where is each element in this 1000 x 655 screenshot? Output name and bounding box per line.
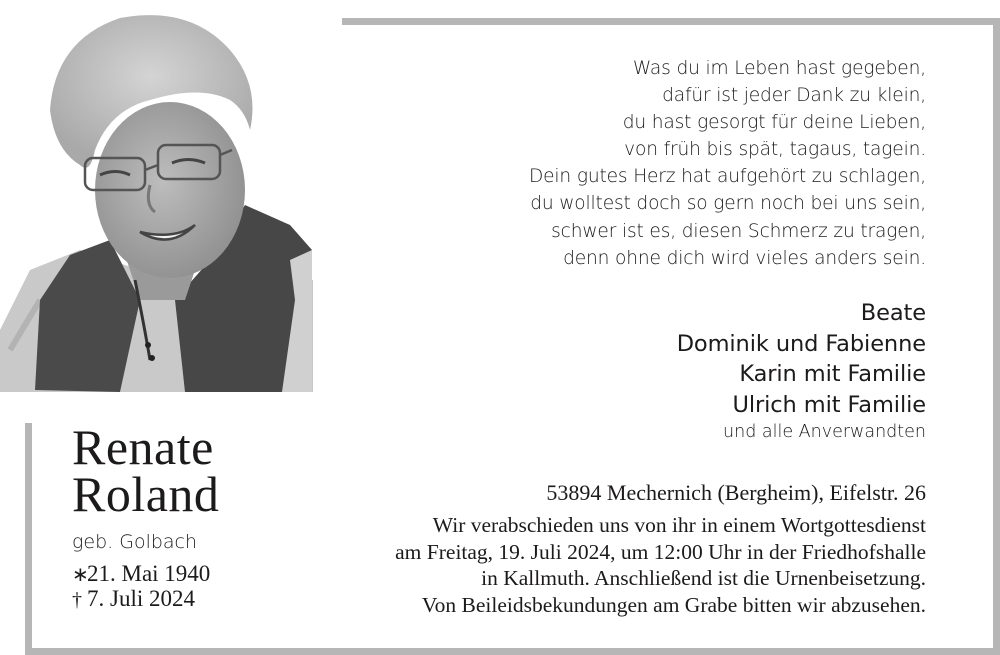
poem-line: Dein gutes Herz hat aufgehört zu schlagen, [528, 166, 926, 188]
frame-top-border [342, 18, 1000, 25]
life-dates [72, 562, 322, 612]
maiden-name: geb. Golbach [72, 531, 198, 553]
mourners-closing: und alle Anverwandten [723, 422, 926, 442]
poem-line: du wolltest doch so gern noch bei uns sein, [530, 193, 926, 215]
frame-bottom-border [25, 648, 1000, 655]
mourners [677, 298, 926, 444]
details-line: am Freitag, 19. Juli 2024, um 12:00 Uhr in der Friedhofshalle [395, 539, 926, 564]
poem-line: Was du im Leben hast gegeben, [632, 58, 926, 79]
mourner-name: Dominik und Fabienne [676, 330, 926, 357]
mourner-name: Ulrich mit Familie [732, 391, 926, 418]
poem-line: von früh bis spät, tagaus, tagein. [624, 139, 926, 161]
portrait-photo [0, 0, 313, 392]
address: 53894 Mechernich (Bergheim), Eifelstr. 26 [546, 480, 926, 505]
frame-left-border [25, 423, 32, 655]
birth-star-icon: ∗ [72, 564, 89, 586]
poem [529, 55, 926, 272]
details-line: Wir verabschieden uns von ihr in einem Wortgottesdienst [432, 513, 926, 537]
poem-line: schwer ist es, diesen Schmerz zu tragen, [551, 220, 926, 242]
last-name: Roland [72, 466, 220, 522]
birth-row [72, 562, 322, 587]
deceased-info [72, 419, 322, 612]
poem-line: denn ohne dich wird vieles anders sein. [563, 247, 926, 269]
birth-date: 21. Mai 1940 [87, 561, 211, 586]
mourner-name: Beate [860, 300, 926, 326]
death-cross-icon: † [72, 589, 82, 611]
service-details [395, 479, 926, 618]
first-name: Renate [72, 419, 214, 475]
mourner-name: Karin mit Familie [739, 361, 926, 387]
death-date: 7. Juli 2024 [87, 586, 195, 611]
poem-line: du hast gesorgt für deine Lieben, [622, 112, 926, 134]
poem-line: dafür ist jeder Dank zu klein, [662, 85, 926, 107]
death-row [72, 587, 322, 612]
details-line: Von Beileidsbekundungen am Grabe bitten wir abzusehen. [421, 592, 926, 617]
frame-right-border [993, 18, 1000, 655]
details-line: in Kallmuth. Anschließend ist die Urnenbeisetzung. [481, 566, 926, 590]
